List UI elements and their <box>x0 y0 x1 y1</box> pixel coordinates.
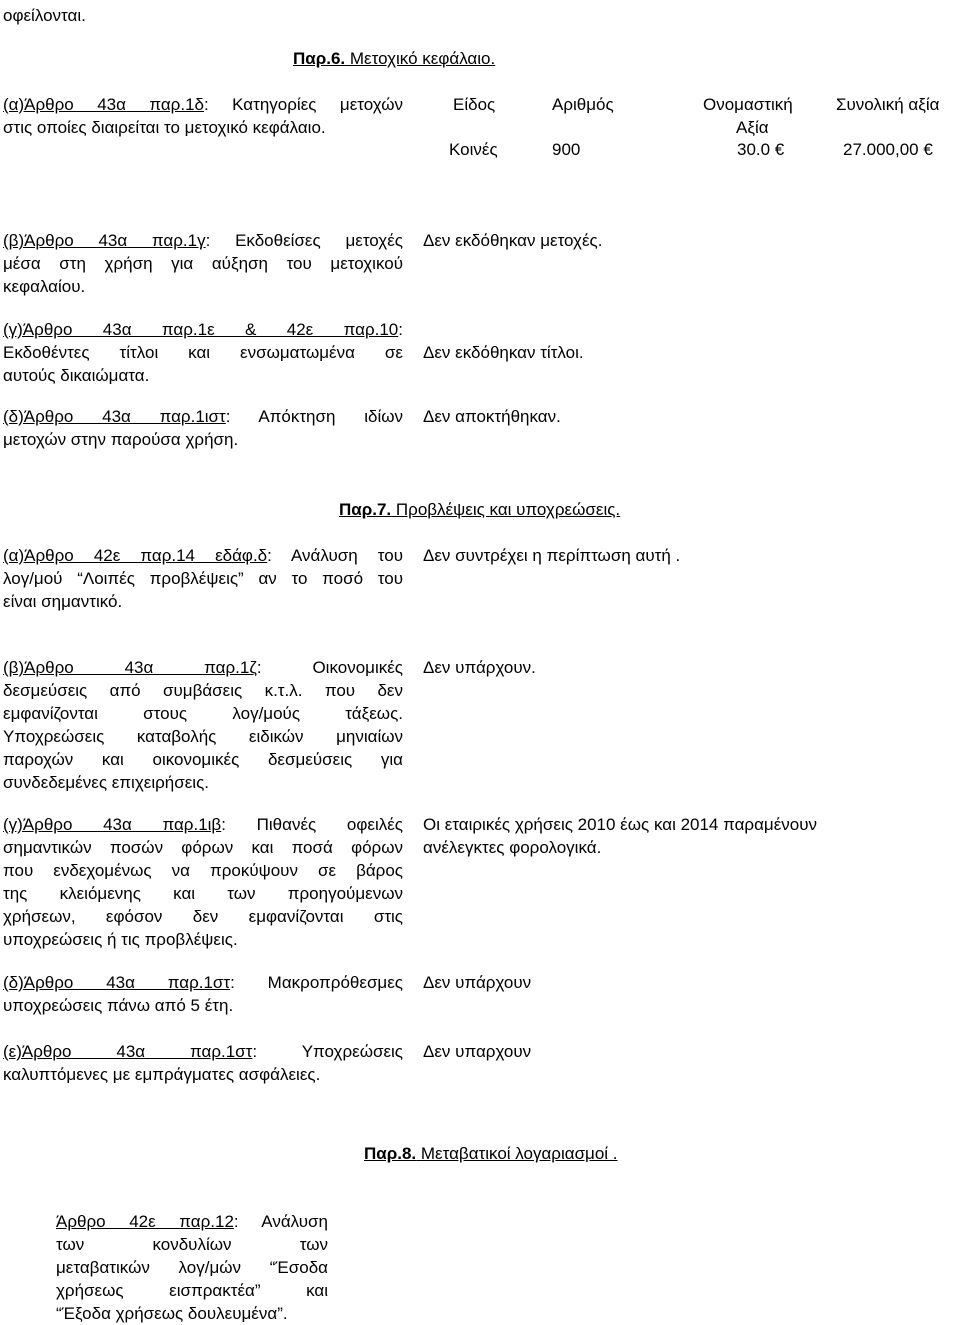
item-gamma-titles <box>3 318 403 387</box>
item-text: Υποχρεώσεις καταβολής ειδικών μηνιαίων <box>3 727 403 746</box>
table-cell-nominal: 30.0 € <box>737 140 785 159</box>
table-header-nominal-line2: Αξία <box>736 118 769 137</box>
item-text: : Ανάλυση του <box>267 546 404 565</box>
item-p7-beta-commitments <box>3 656 403 794</box>
article-reference: (β)Άρθρο 43α παρ.1ζ <box>3 658 257 677</box>
item-text: : Υποχρεώσεις <box>252 1042 404 1061</box>
section-number: Παρ.6. <box>293 49 346 68</box>
table-cell-kind: Κοινές <box>449 140 498 159</box>
article-reference: (γ)Άρθρο 43α παρ.1ιβ <box>3 815 222 834</box>
article-reference: (δ)Άρθρο 43α παρ.1στ <box>3 973 231 992</box>
item-text: χρήσεως εισπρακτέα” και <box>56 1281 328 1300</box>
item-text: των κονδυλίων των <box>56 1235 328 1254</box>
table-header-total: Συνολική αξία <box>836 95 940 114</box>
article-reference: (α)Άρθρο 42ε παρ.14 εδάφ.δ <box>3 546 268 565</box>
answer-delta: Δεν αποκτήθηκαν. <box>423 407 561 426</box>
item-text: χρήσεων, εφόσον δεν εμφανίζονται στις <box>3 907 403 926</box>
item-text: : Πιθανές οφειλές <box>221 815 403 834</box>
item-text: σημαντικών ποσών φόρων και ποσά φόρων <box>3 838 403 857</box>
item-p7-epsilon-secured <box>3 1040 403 1086</box>
section-title: Μεταβατικοί λογαριασμοί . <box>416 1144 618 1163</box>
article-reference: (α)Άρθρο 43α παρ.1δ <box>3 95 204 114</box>
answer-p7-beta: Δεν υπάρχουν. <box>423 658 536 677</box>
section-heading-par8 <box>347 1142 618 1165</box>
item-text: στις οποίες διαιρείται το μετοχικό κεφάλαιο. <box>3 118 326 137</box>
article-reference: (ε)Άρθρο 43α παρ.1στ <box>3 1042 253 1061</box>
section-title: Μετοχικό κεφάλαιο. <box>345 49 496 68</box>
article-reference: (γ)Άρθρο 43α παρ.1ε & 42ε παρ.10 <box>3 320 399 339</box>
item-text: : Ανάλυση <box>233 1212 328 1231</box>
item-p7-gamma-taxes <box>3 813 403 951</box>
item-text: που ενδεχομένως να προκύψουν σε βάρος <box>3 861 403 880</box>
item-text: λογ/μού “Λοιπές προβλέψεις” αν το ποσό του <box>3 569 403 588</box>
section-title: Προβλέψεις και υποχρεώσεις. <box>391 500 621 519</box>
answer-beta: Δεν εκδόθηκαν μετοχές. <box>423 231 603 250</box>
answer-line: ανέλεγκτες φορολογικά. <box>423 838 602 857</box>
item-text: υποχρεώσεις πάνω από 5 έτη. <box>3 996 234 1015</box>
item-text: μεταβατικών λογ/μών “Έσοδα <box>56 1258 328 1277</box>
table-header-nominal: Ονομαστική <box>703 95 793 114</box>
item-text: : Κατηγορίες μετοχών <box>204 95 403 114</box>
item-text: δεσμεύσεις από συμβάσεις κ.τ.λ. που δεν <box>3 681 403 700</box>
item-text: συνδεδεμένες επιχειρήσεις. <box>3 773 209 792</box>
item-text: παροχών και οικονομικές δεσμεύσεις για <box>3 750 403 769</box>
item-p8-transitional <box>56 1210 328 1325</box>
item-text: : Απόκτηση ιδίων <box>225 407 403 426</box>
item-alpha-shares <box>3 93 403 139</box>
section-heading-par7 <box>339 498 620 521</box>
answer-line: Οι εταιρικές χρήσεις 2010 έως και 2014 παραμένουν <box>423 815 818 834</box>
item-text: υποχρεώσεις ή τις προβλέψεις. <box>3 930 238 949</box>
item-p7-delta-long-term <box>3 971 403 1017</box>
item-text: : Εκδοθείσες μετοχές <box>205 231 403 250</box>
item-delta-own-shares <box>3 405 403 451</box>
article-reference: Άρθρο 42ε παρ.12 <box>56 1212 234 1231</box>
item-text: αυτούς δικαιώματα. <box>3 366 150 385</box>
item-text: της κλειόμενης και των προηγούμενων <box>3 884 403 903</box>
item-p7-alpha-provisions <box>3 544 403 613</box>
answer-p7-gamma <box>423 813 817 859</box>
article-reference: (δ)Άρθρο 43α παρ.1ιστ <box>3 407 226 426</box>
item-beta-issued-shares <box>3 229 403 298</box>
answer-p7-alpha: Δεν συντρέχει η περίπτωση αυτή . <box>423 546 681 565</box>
item-text: : <box>398 320 403 339</box>
article-reference: (β)Άρθρο 43α παρ.1γ <box>3 231 206 250</box>
answer-gamma: Δεν εκδόθηκαν τίτλοι. <box>423 343 584 362</box>
item-text: Εκδοθέντες τίτλοι και ενσωματωμένα σε <box>3 343 403 362</box>
answer-p7-epsilon: Δεν υπαρχουν <box>423 1042 532 1061</box>
section-number: Παρ.7. <box>339 500 392 519</box>
table-header-kind: Είδος <box>453 95 496 114</box>
item-text: μετοχών στην παρούσα χρήση. <box>3 430 239 449</box>
item-text: : Οικονομικές <box>256 658 403 677</box>
top-fragment: οφείλονται. <box>3 6 86 25</box>
item-text: “Έξοδα χρήσεως δουλευμένα”. <box>56 1304 288 1323</box>
table-cell-number: 900 <box>552 140 581 159</box>
item-text: κεφαλαίου. <box>3 277 86 296</box>
item-text: εμφανίζονται στους λογ/μούς τάξεως. <box>3 704 403 723</box>
table-header-number: Αριθμός <box>552 95 614 114</box>
item-text: μέσα στη χρήση για αύξηση του μετοχικού <box>3 254 403 273</box>
table-cell-total: 27.000,00 € <box>843 140 933 159</box>
section-heading-par6 <box>293 47 495 70</box>
section-number: Παρ.8. <box>364 1144 417 1163</box>
item-text: είναι σημαντικό. <box>3 592 123 611</box>
item-text: καλυπτόμενες με εμπράγματες ασφάλειες. <box>3 1065 321 1084</box>
item-text: : Μακροπρόθεσμες <box>230 973 403 992</box>
answer-p7-delta: Δεν υπάρχουν <box>423 973 532 992</box>
